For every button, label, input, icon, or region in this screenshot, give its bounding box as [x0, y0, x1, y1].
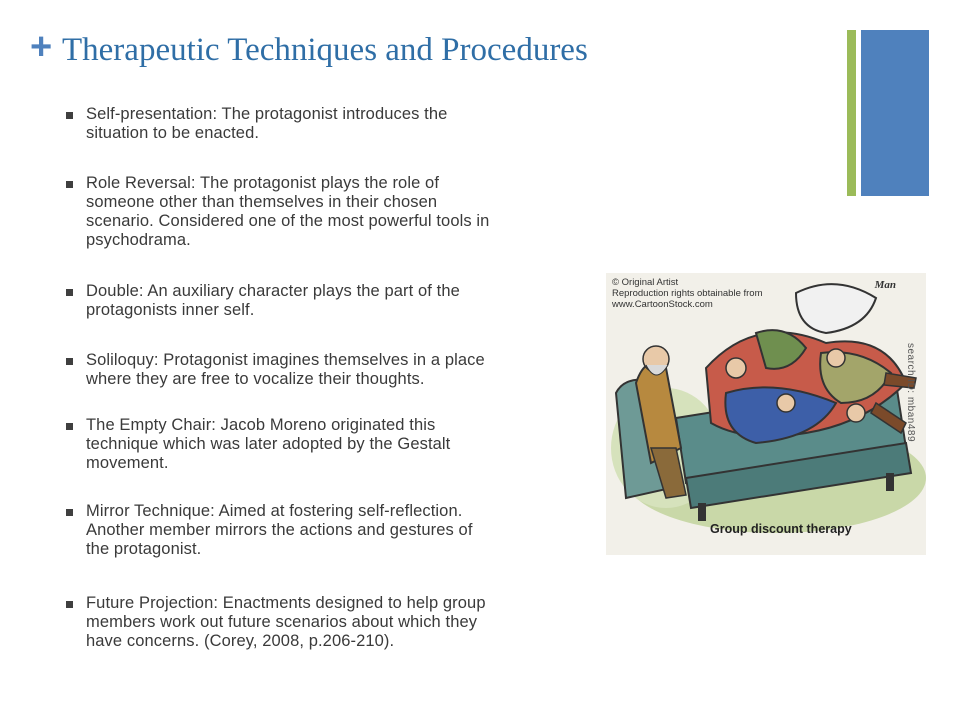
bullet-double: [66, 282, 460, 320]
bullet-line: have concerns. (Corey, 2008, p.206-210).: [86, 632, 395, 650]
credit-line: © Original Artist: [612, 277, 679, 288]
bullet-future-projection: [66, 594, 486, 651]
bullet-line: The Empty Chair: Jacob Moreno originated this: [86, 416, 436, 434]
cartoon-drawing: [606, 273, 926, 555]
bullet-line: situation to be enacted.: [86, 124, 260, 142]
bullet-line: Another member mirrors the actions and gestures of: [86, 521, 473, 539]
bullet-line: psychodrama.: [86, 231, 191, 249]
credit-line: www.CartoonStock.com: [612, 299, 713, 310]
credit-line: Reproduction rights obtainable from: [612, 288, 763, 299]
bullet-line: Soliloquy: Protagonist imagines themselves in a place: [86, 351, 485, 369]
bullet-line: Future Projection: Enactments designed to help group: [86, 594, 486, 612]
bullet-line: Role Reversal: The protagonist plays the role of: [86, 174, 440, 192]
cartoon-credit: [612, 277, 763, 310]
cartoon-image: [606, 273, 926, 555]
bullet-square-icon: [66, 358, 73, 365]
search-id: search ID: mban489: [905, 343, 916, 443]
cartoon-caption: Group discount therapy: [710, 522, 852, 536]
bullet-soliloquy: [66, 351, 485, 389]
decorative-bar-blue: [861, 30, 929, 196]
bullet-line: the protagonist.: [86, 540, 202, 558]
bullet-line: protagonists inner self.: [86, 301, 255, 319]
bullet-line: Self-presentation: The protagonist introduces the: [86, 105, 448, 123]
bullet-empty-chair: [66, 416, 450, 473]
plus-icon: +: [30, 26, 53, 68]
bullet-line: Double: An auxiliary character plays the part of the: [86, 282, 460, 300]
bullet-mirror-technique: [66, 502, 473, 559]
bullet-self-presentation: [66, 105, 447, 143]
bullet-line: someone other than themselves in their chosen: [86, 193, 438, 211]
bullet-line: where they are free to vocalize their thoughts.: [86, 370, 425, 388]
bullet-line: movement.: [86, 454, 169, 472]
bullet-line: Mirror Technique: Aimed at fostering self-reflection.: [86, 502, 463, 520]
bullet-square-icon: [66, 509, 73, 516]
decorative-bar-green: [847, 30, 856, 196]
bullet-square-icon: [66, 181, 73, 188]
bullet-line: technique which was later adopted by the Gestalt: [86, 435, 451, 453]
bullet-role-reversal: [66, 174, 489, 250]
bullet-square-icon: [66, 601, 73, 608]
artist-signature: Man: [874, 279, 896, 291]
bullet-square-icon: [66, 112, 73, 119]
bullet-square-icon: [66, 423, 73, 430]
bullet-line: members work out future scenarios about which they: [86, 613, 478, 631]
bullet-line: scenario. Considered one of the most powerful tools in: [86, 212, 490, 230]
bullet-square-icon: [66, 289, 73, 296]
slide-title: Therapeutic Techniques and Procedures: [62, 32, 588, 68]
